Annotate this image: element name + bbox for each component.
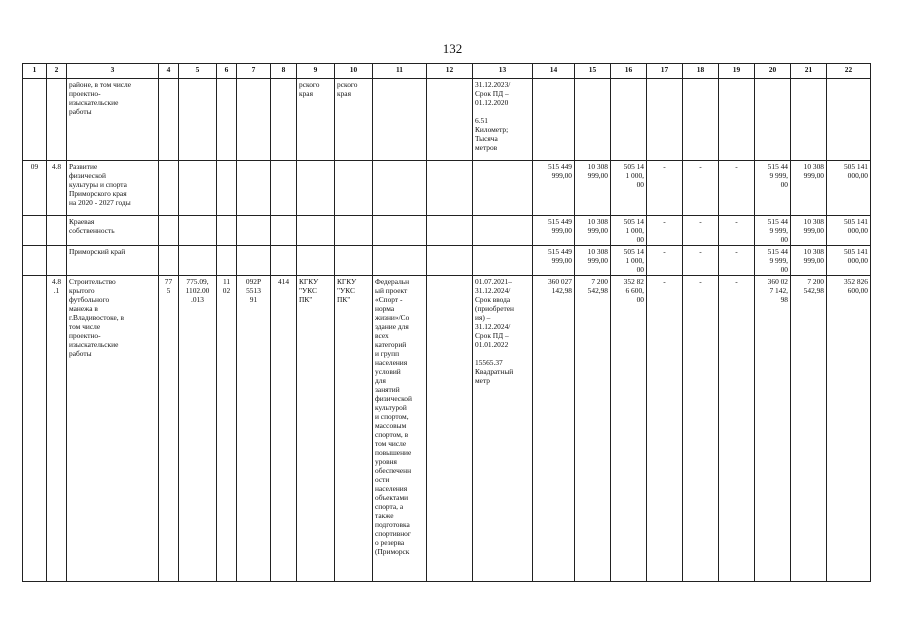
table-cell: 515 449 999,00 [533, 246, 575, 276]
table-cell [427, 161, 473, 216]
table-cell: 352 82 6 600, 00 [611, 276, 647, 582]
table-cell: 10 308 999,00 [791, 216, 827, 246]
table-cell [23, 276, 47, 582]
header-cell: 2 [47, 64, 67, 79]
table-cell: 505 141 000,00 [827, 246, 871, 276]
table-cell: КГКУ "УКС ПК" [297, 276, 335, 582]
table-cell: 7 200 542,98 [791, 276, 827, 582]
table-cell: 10 308 999,00 [791, 246, 827, 276]
table-cell: 4.8 .1 [47, 276, 67, 582]
table-cell [217, 216, 237, 246]
table-cell [373, 216, 427, 246]
table-cell [373, 79, 427, 161]
table-cell [179, 161, 217, 216]
table-cell: 11 02 [217, 276, 237, 582]
table-cell: 505 14 1 000, 00 [611, 161, 647, 216]
table-cell: 775.09, 1102.00 .013 [179, 276, 217, 582]
table-cell [159, 246, 179, 276]
table-cell [373, 246, 427, 276]
table-cell: 360 02 7 142, 98 [755, 276, 791, 582]
table-row [23, 79, 871, 161]
table-cell [473, 216, 533, 246]
table-cell: Краевая собственность [67, 216, 159, 246]
table-cell: - [719, 161, 755, 216]
table-cell [159, 216, 179, 246]
table-cell: 10 308 999,00 [791, 161, 827, 216]
table-cell [23, 216, 47, 246]
table-cell: 515 449 999,00 [533, 161, 575, 216]
table-cell [683, 79, 719, 161]
table-cell [575, 79, 611, 161]
table-cell [335, 216, 373, 246]
table-row [23, 161, 871, 216]
table-cell: районе, в том числе проектно- изыскательские работы [67, 79, 159, 161]
table-cell [335, 246, 373, 276]
table-cell [297, 161, 335, 216]
table-cell: 01.07.2021– 31.12.2024/ Срок ввода (приобретен ия) – 31.12.2024/ Срок ПД – 01.01.2022 15565.37 Квадратный метр [473, 276, 533, 582]
header-cell: 16 [611, 64, 647, 79]
page-number: 132 [442, 41, 463, 56]
table-cell [755, 79, 791, 161]
table-cell [427, 79, 473, 161]
table-cell: Развитие физической культуры и спорта Приморского края на 2020 - 2027 годы [67, 161, 159, 216]
table-cell: - [683, 161, 719, 216]
table-cell: 77 5 [159, 276, 179, 582]
table-cell: КГКУ "УКС ПК" [335, 276, 373, 582]
header-cell: 20 [755, 64, 791, 79]
table-cell: 505 141 000,00 [827, 216, 871, 246]
header-cell: 10 [335, 64, 373, 79]
budget-table [22, 63, 871, 582]
table-cell [159, 79, 179, 161]
table-cell [791, 79, 827, 161]
table-cell: Строительство крытого футбольного манежа в г.Владивостоке, в том числе проектно- изыскательские работы [67, 276, 159, 582]
table-cell: 414 [271, 276, 297, 582]
table-cell: 10 308 999,00 [575, 161, 611, 216]
table-cell: - [683, 246, 719, 276]
table-cell: рского края [297, 79, 335, 161]
table-cell [719, 79, 755, 161]
table-cell [827, 79, 871, 161]
table-cell [217, 79, 237, 161]
header-cell: 8 [271, 64, 297, 79]
header-cell: 14 [533, 64, 575, 79]
table-cell [47, 79, 67, 161]
table-cell: 515 44 9 999, 00 [755, 216, 791, 246]
table-row [23, 276, 871, 582]
header-cell: 6 [217, 64, 237, 79]
header-cell: 13 [473, 64, 533, 79]
header-cell: 12 [427, 64, 473, 79]
table-cell [271, 216, 297, 246]
table-cell: - [683, 276, 719, 582]
header-cell: 11 [373, 64, 427, 79]
table-cell [647, 79, 683, 161]
header-cell: 3 [67, 64, 159, 79]
table-cell: 09 [23, 161, 47, 216]
table-cell: - [647, 161, 683, 216]
header-cell: 22 [827, 64, 871, 79]
table-cell: 7 200 542,98 [575, 276, 611, 582]
table-cell [179, 246, 217, 276]
table-cell [217, 161, 237, 216]
table-cell [179, 216, 217, 246]
table-cell: 515 44 9 999, 00 [755, 161, 791, 216]
table-cell: 31.12.2023/ Срок ПД – 01.12.2020 6.51 Километр; Тысяча метров [473, 79, 533, 161]
table-cell [427, 276, 473, 582]
table-cell [271, 79, 297, 161]
table-cell: - [719, 276, 755, 582]
table-cell [271, 246, 297, 276]
table-cell [533, 79, 575, 161]
table-cell: Федеральн ый проект «Спорт - норма жизни»/Со здание для всех категорий и групп населения условий для занятий физической культурой и спортом, массовым спортом, в том числе повышение уровня обеспеченн ости населения объектами спорта, а также подготовка спортивног о резерва (Приморск [373, 276, 427, 582]
table-cell [473, 246, 533, 276]
table-cell: 10 308 999,00 [575, 246, 611, 276]
table-cell [373, 161, 427, 216]
table-cell: - [647, 216, 683, 246]
table-row [23, 246, 871, 276]
table-cell: 092P 5513 91 [237, 276, 271, 582]
header-cell: 7 [237, 64, 271, 79]
table-cell [427, 216, 473, 246]
table-cell: 10 308 999,00 [575, 216, 611, 246]
table-cell: 352 826 600,00 [827, 276, 871, 582]
table-cell [237, 79, 271, 161]
table-cell [297, 246, 335, 276]
header-cell: 19 [719, 64, 755, 79]
table-cell: 360 027 142,98 [533, 276, 575, 582]
table-cell [159, 161, 179, 216]
header-cell: 21 [791, 64, 827, 79]
table-row [23, 216, 871, 246]
table-cell: 515 44 9 999, 00 [755, 246, 791, 276]
table-cell [179, 79, 217, 161]
table-cell [271, 161, 297, 216]
table-cell [217, 246, 237, 276]
table-cell [23, 79, 47, 161]
header-cell: 15 [575, 64, 611, 79]
table-cell [297, 216, 335, 246]
table-cell [237, 161, 271, 216]
table-cell: 505 14 1 000, 00 [611, 216, 647, 246]
table-cell [237, 216, 271, 246]
table-cell [237, 246, 271, 276]
table-cell [47, 216, 67, 246]
header-cell: 1 [23, 64, 47, 79]
table-cell: Приморский край [67, 246, 159, 276]
header-cell: 4 [159, 64, 179, 79]
table-cell: - [647, 276, 683, 582]
table-cell: - [683, 216, 719, 246]
table-cell [23, 246, 47, 276]
header-cell: 5 [179, 64, 217, 79]
table-cell [47, 246, 67, 276]
table-cell: рского края [335, 79, 373, 161]
table-cell: - [719, 216, 755, 246]
table-cell: - [647, 246, 683, 276]
table-cell: 4.8 [47, 161, 67, 216]
header-row [23, 64, 871, 79]
header-cell: 9 [297, 64, 335, 79]
table-cell [427, 246, 473, 276]
table-cell: 515 449 999,00 [533, 216, 575, 246]
header-cell: 18 [683, 64, 719, 79]
table-cell [335, 161, 373, 216]
table-cell: - [719, 246, 755, 276]
table-cell: 505 141 000,00 [827, 161, 871, 216]
table-cell: 505 14 1 000, 00 [611, 246, 647, 276]
table-cell [473, 161, 533, 216]
table-cell [611, 79, 647, 161]
header-cell: 17 [647, 64, 683, 79]
